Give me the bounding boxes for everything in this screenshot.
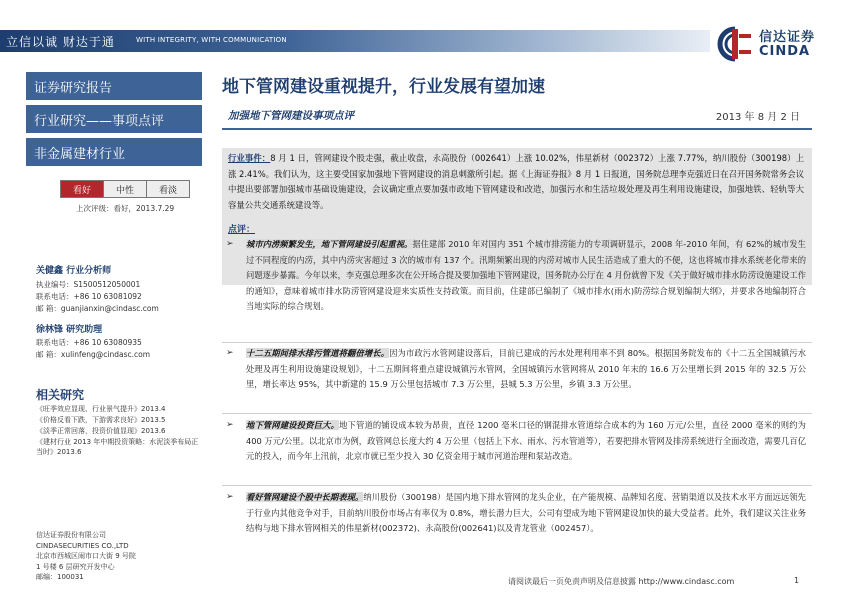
arrow-bullet-icon: ➢ bbox=[226, 239, 234, 249]
report-headline: 地下管网建设重视提升，行业发展有望加速 bbox=[222, 77, 545, 97]
bullet-text: 据住建部 2010 年对国内 351 个城市排涝能力的专项调研显示，2008 年-2010 年间，有 62%的城市发生过不同程度的内涝，其中内涝灾害超过 3 次的城市有 137 个。汛期频繁出现的内涝对城市人民生活造成了重大的不便，这也将城市排水系统老化带来的问题逐步暴露。今年以来，李克强总理多次在公开场合提及要加强地下管网建设，国务院办公厅在 4 月份就曾下发《关于做好城市排水防涝设施建设工作的通知》，意味着城市排水防涝管网建设迎来实质性支持政策。而目前，住建部已编制了《城市排水(雨水)防涝综合规划编制大纲》，并要求各地编制符合当地实际的综合规划。 bbox=[246, 239, 806, 312]
analyst-2-email[interactable]: 邮 箱：xulinfeng@cindasc.com bbox=[36, 350, 151, 359]
report-subheadline: 加强地下管网建设事项点评 bbox=[228, 110, 354, 122]
bullet-divider bbox=[222, 485, 812, 486]
cinda-logo bbox=[715, 26, 840, 62]
company-address-2: 1 号楼 6 层研究开发中心 bbox=[36, 562, 115, 571]
analyst-1-license: 执业编号：S1500512050001 bbox=[36, 280, 141, 289]
sidebar bbox=[0, 72, 205, 595]
bullet-text: 纳川股份（300198）是国内地下排水管网的龙头企业，在产能规模、品牌知名度、营销渠道以及技术水平方面远远领先于行业内其他竞争对手，目前纳川股份市场占有率仅为 0.8%，增长潜力巨大，公司有望成为地下管网建设加快的最大受益者。此外，我们建议关注业务结构与地下排水管网相关的伟星新材(002372)、永高股份(002641)以及青龙管业（002457）。 bbox=[246, 492, 806, 534]
related-item[interactable]: 《淡季正常回落，投资价值显现》2013.6 bbox=[36, 427, 166, 435]
slogan-cn: 立信以诚 财达于通 bbox=[6, 35, 115, 49]
slogan-en: WITH INTEGRITY, WITH COMMUNICATION bbox=[136, 36, 287, 44]
bullet-highlight: 城市内涝频繁发生，地下管网建设引起重视。 bbox=[246, 239, 413, 249]
bullet-text: 因为市政污水管网建设落后，目前已建成的污水处理利用率不到 80%。根据国务院发布的《十二五全国城镇污水处理及再生利用设施建设规划》，十二五期间将重点建设城镇污水管网，全国城镇污水管网将从 2010 年末的 16.6 万公里增长到 2015 年的 32.5 万公里，增长率达 95%，其中新建的 15.9 万公里包括城市 7.3 万公里，县城 5.3 万公里，乡镇 3.3 万公里。 bbox=[246, 348, 806, 390]
bullet-divider bbox=[222, 413, 812, 414]
company-postcode: 邮编：100031 bbox=[36, 573, 84, 581]
analyst-1-name: 关健鑫 行业分析师 bbox=[36, 266, 112, 276]
related-item[interactable]: 《价格反看下跌，下游需求良好》2013.5 bbox=[36, 416, 166, 424]
report-date: 2013 年 8 月 2 日 bbox=[715, 112, 800, 123]
bullet-body bbox=[246, 418, 806, 465]
cinda-logo-icon bbox=[715, 26, 755, 62]
disclaimer-note[interactable]: 请阅读最后一页免责声明及信息披露 http://www.cindasc.com bbox=[508, 577, 735, 586]
bullet-highlight: 地下管网建设投资巨大。 bbox=[246, 420, 340, 430]
company-info bbox=[36, 530, 196, 583]
logo-name-en: CINDA bbox=[759, 44, 811, 59]
bullet-body bbox=[246, 490, 806, 537]
commentary-label: 点评： bbox=[228, 225, 256, 235]
header-divider bbox=[222, 128, 812, 130]
events-label: 行业事件： bbox=[228, 153, 271, 163]
related-research-title: 相关研究 bbox=[36, 388, 85, 402]
rating-bad: 看淡 bbox=[147, 181, 189, 197]
bullet-divider bbox=[222, 342, 812, 343]
company-address-1: 北京市西城区闹市口大街 9 号院 bbox=[36, 552, 136, 560]
bullet-highlight: 十二五期间排水排污管道将翻倍增长。 bbox=[246, 348, 390, 358]
company-name-cn: 信达证券股份有限公司 bbox=[36, 531, 106, 539]
report-type-label: 证券研究报告 bbox=[26, 72, 202, 100]
industry-research-label: 行业研究——事项点评 bbox=[26, 105, 202, 133]
sector-label: 非金属建材行业 bbox=[26, 138, 202, 166]
top-banner bbox=[0, 0, 842, 70]
bullet-body bbox=[246, 237, 806, 315]
arrow-bullet-icon: ➢ bbox=[226, 348, 234, 358]
rating-bar bbox=[60, 180, 190, 198]
related-item[interactable]: 《建材行业 2013 年中期投资策略：水泥淡季布局正当时》2013.6 bbox=[36, 438, 199, 456]
related-item[interactable]: 《旺季效应显现、行业景气提升》2013.4 bbox=[36, 405, 166, 413]
last-rating: 上次评级：看好，2013.7.29 bbox=[76, 204, 175, 213]
analyst-2-name: 徐林锋 研究助理 bbox=[36, 325, 103, 335]
analyst-2-phone: 联系电话：+86 10 63080935 bbox=[36, 338, 142, 347]
analyst-1-email[interactable]: 邮 箱：guanjianxin@cindasc.com bbox=[36, 304, 159, 313]
page-number: 1 bbox=[794, 576, 800, 585]
rating-neutral: 中性 bbox=[104, 181, 147, 197]
logo-name-cn: 信达证券 bbox=[759, 30, 816, 45]
events-text: 8 月 1 日，管网建设个股走强，截止收盘，永高股份（002641）上涨 10.02%，伟星新材（002372）上涨 7.77%，纳川股份（300198）上涨 2.41%。我们认为，这主要受国家加强地下管网建设的消息刺激所引起。据《上海证券报》8 月 1 日报道，国务院总理李克强近日在召开国务院常务会议中提出要部署加强城市基础设施建设，会议确定重点要加强市政地下管网建设和改造，加强污水和生活垃圾处理及再生利用设施建设，加强地铁、轻轨等大容量公共交通系统建设等。 bbox=[228, 153, 804, 210]
analyst-1-phone: 联系电话：+86 10 63081092 bbox=[36, 292, 142, 301]
bullet-body bbox=[246, 346, 806, 393]
company-name-en: CINDASECURITIES CO.,LTD bbox=[36, 541, 129, 550]
arrow-bullet-icon: ➢ bbox=[226, 492, 234, 502]
arrow-bullet-icon: ➢ bbox=[226, 420, 234, 430]
rating-good: 看好 bbox=[61, 181, 104, 197]
bullet-text: 地下管道的铺设成本较为昂贵，直径 1200 毫米口径的钢混排水管道综合成本约为 160 万元/公里，直径 2000 毫米的则约为 400 万元/公里。以北京市为例，政管网总长度大约 4 万公里（包括上下水、雨水、污水管道等），若要把排水管网及排涝系统进行全面改造，需要几百亿元的投入，而今年上汛前，北京市就已至少投入 30 亿资金用于城市河道治理和泵站改造。 bbox=[246, 420, 806, 462]
bullet-highlight: 看好管网建设个股中长期表现。 bbox=[246, 492, 364, 502]
